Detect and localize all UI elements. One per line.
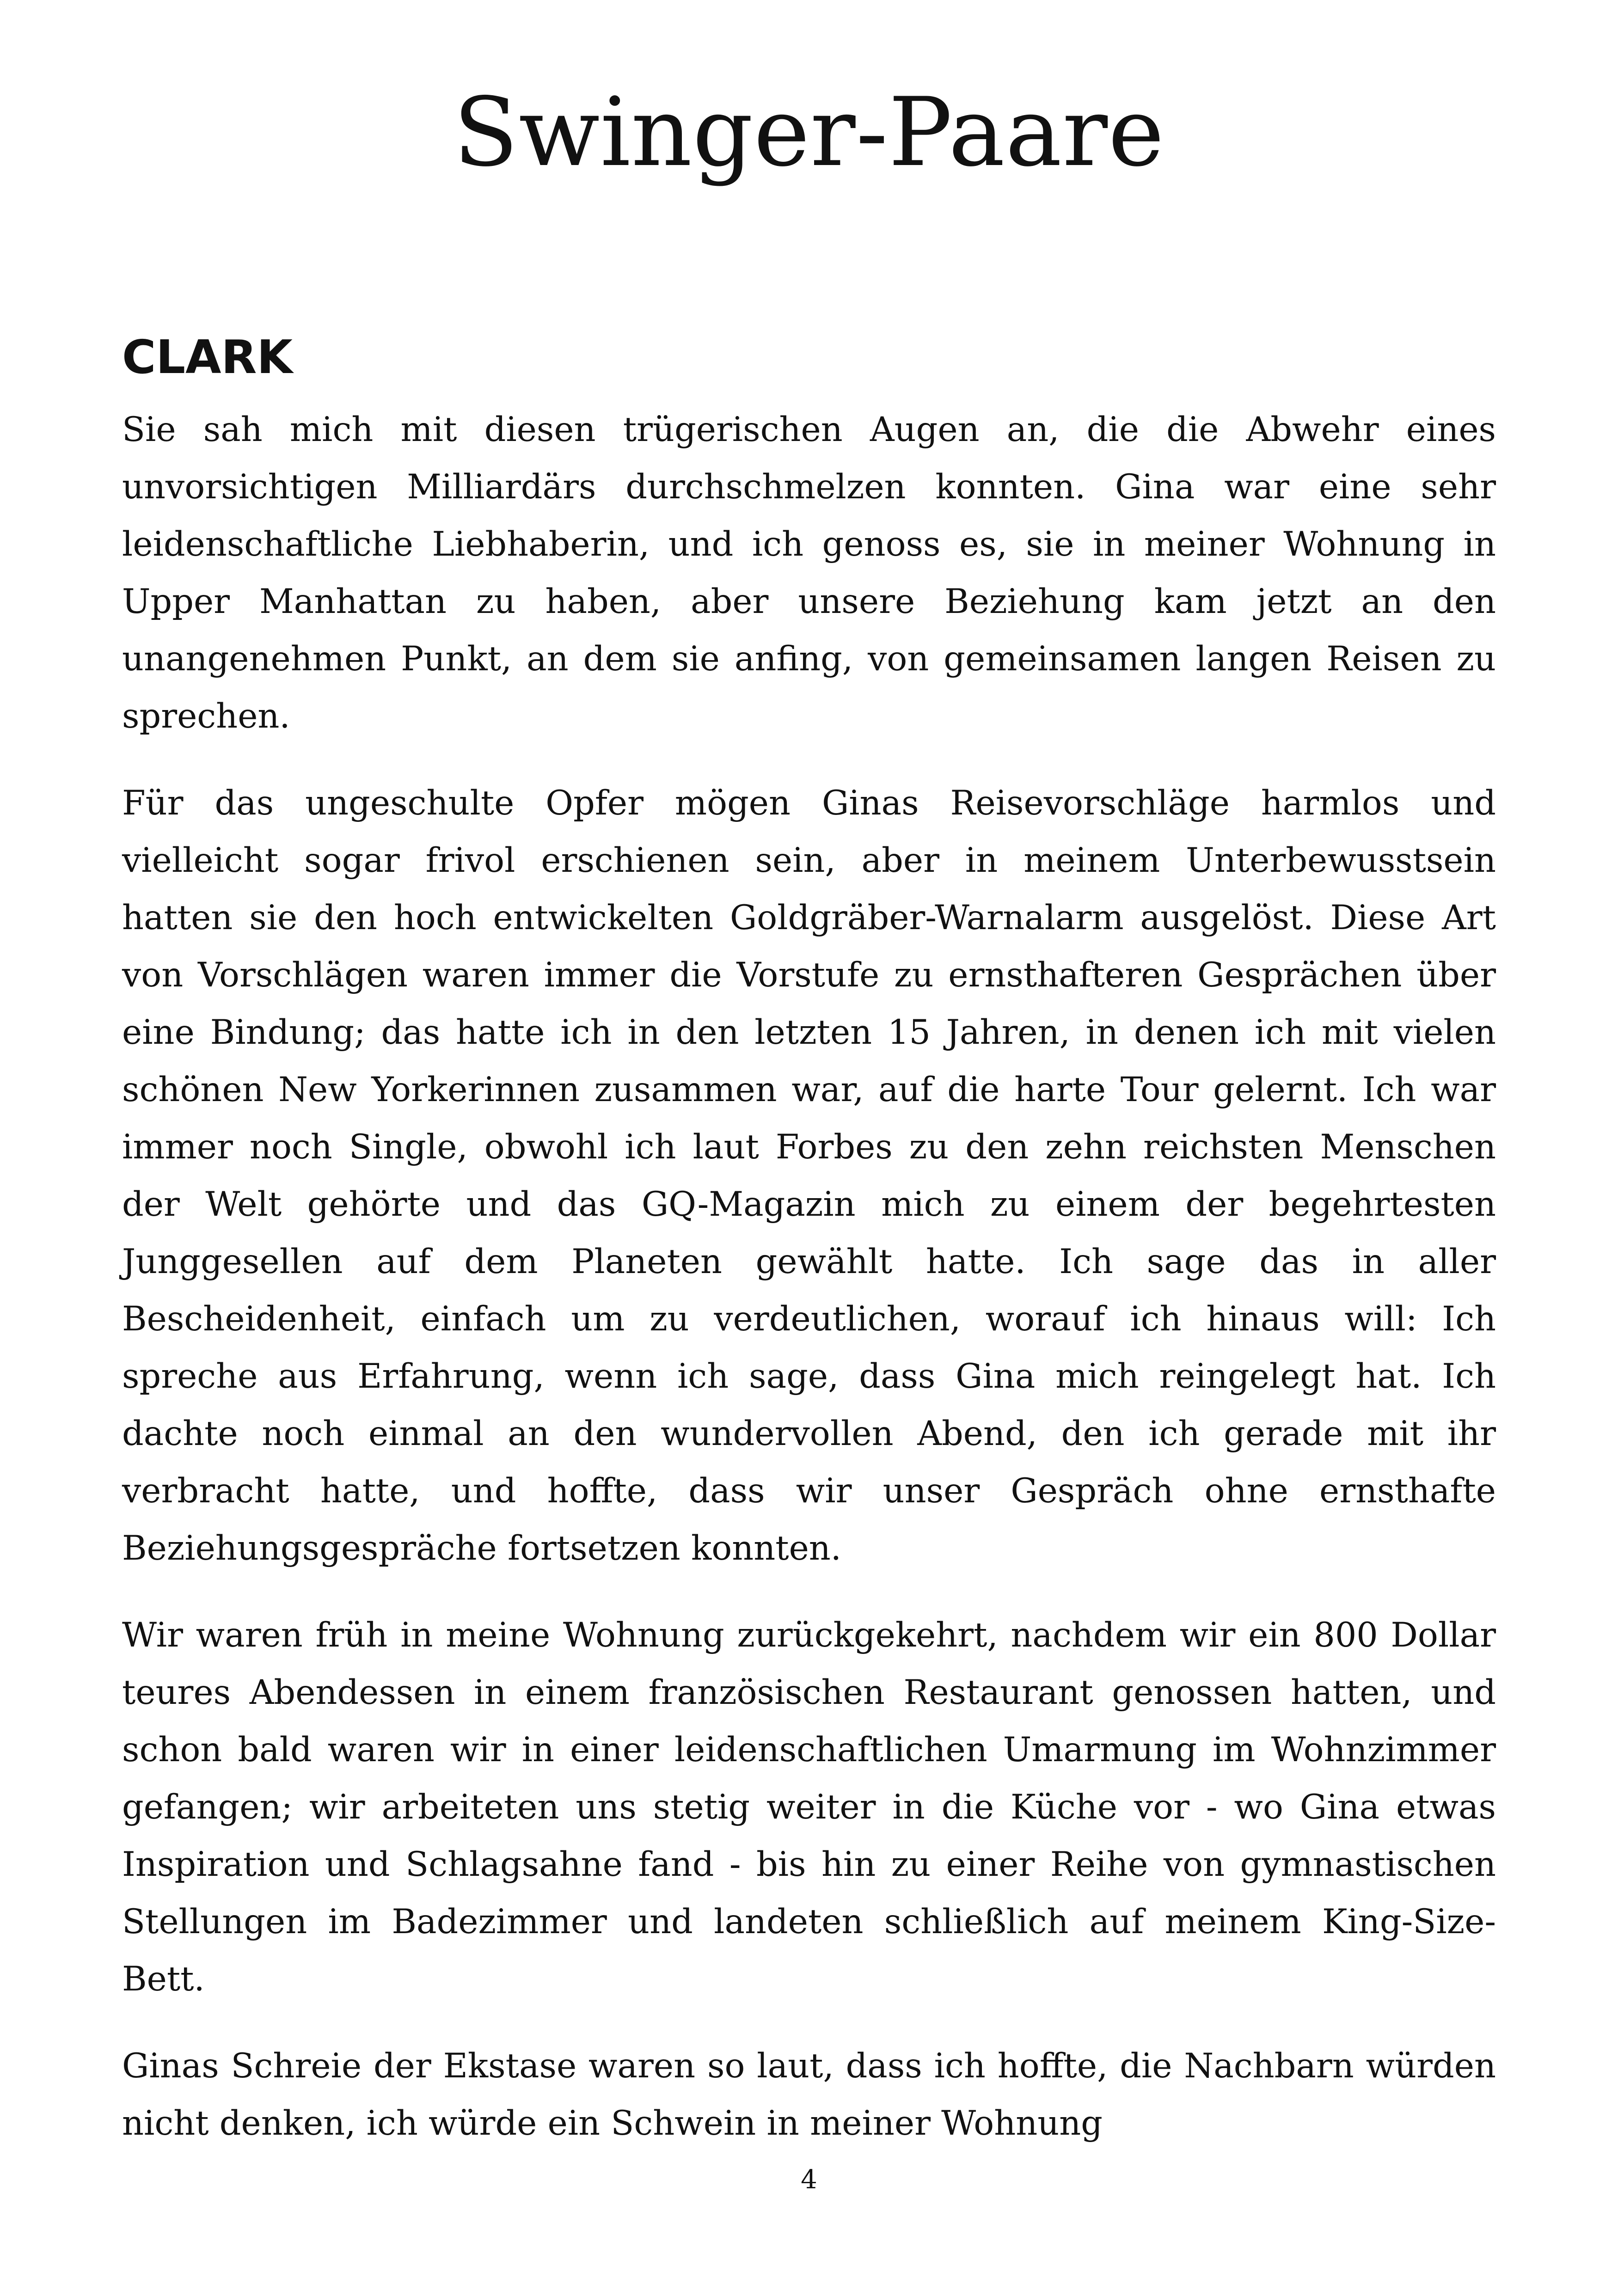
chapter-heading: CLARK — [122, 330, 293, 384]
paragraph: Wir waren früh in meine Wohnung zurückgekehrt, nachdem wir ein 800 Dollar teures Abendessen in einem französischen Restaurant genossen hatten, und schon bald waren wir in einer leidenschaftlichen Umarmung im Wohnzimmer gefangen; wir arbeiteten uns stetig weiter in die Küche vor - wo Gina etwas Inspiration und Schlagsahne fand - bis hin zu einer Reihe von gymnastischen Stellungen im Badezimmer und landeten schließlich auf meinem King-Size-Bett. — [122, 1616, 1496, 1999]
paragraph: Ginas Schreie der Ekstase waren so laut, dass ich hoffte, die Nachbarn würden nicht denken, ich würde ein Schwein in meiner Wohnung — [122, 2046, 1496, 2143]
body-text — [122, 401, 1496, 2182]
book-title: Swinger-Paare — [453, 78, 1165, 188]
paragraph: Für das ungeschulte Opfer mögen Ginas Reisevorschläge harmlos und vielleicht sogar frivol erschienen sein, aber in meinem Unterbewusstsein hatten sie den hoch entwickelten Goldgräber-Warnalarm ausgelöst. Diese Art von Vorschlägen waren immer die Vorstufe zu ernsthafteren Gesprächen über eine Bindung; das hatte ich in den letzten 15 Jahren, in denen ich mit vielen schönen New Yorkerinnen zusammen war, auf die harte Tour gelernt. Ich war immer noch Single, obwohl ich laut Forbes zu den zehn reichsten Menschen der Welt gehörte und das GQ-Magazin mich zu einem der begehrtesten Junggesellen auf dem Planeten gewählt hatte. Ich sage das in aller Bescheidenheit, einfach um zu verdeutlichen, worauf ich hinaus will: Ich spreche aus Erfahrung, wenn ich sage, dass Gina mich reingelegt hat. Ich dachte noch einmal an den wundervollen Abend, den ich gerade mit ihr verbracht hatte, und hoffte, dass wir unser Gespräch ohne ernsthafte Beziehungsgespräche fortsetzen konnten. — [122, 784, 1496, 1568]
paragraph: Sie sah mich mit diesen trügerischen Augen an, die die Abwehr eines unvorsichtigen Milliardärs durchschmelzen konnten. Gina war eine sehr leidenschaftliche Liebhaberin, und ich genoss es, sie in meiner Wohnung in Upper Manhattan zu haben, aber unsere Beziehung kam jetzt an den unangenehmen Punkt, an dem sie anfing, von gemeinsamen langen Reisen zu sprechen. — [122, 410, 1496, 736]
page-number: 4 — [801, 2165, 817, 2195]
